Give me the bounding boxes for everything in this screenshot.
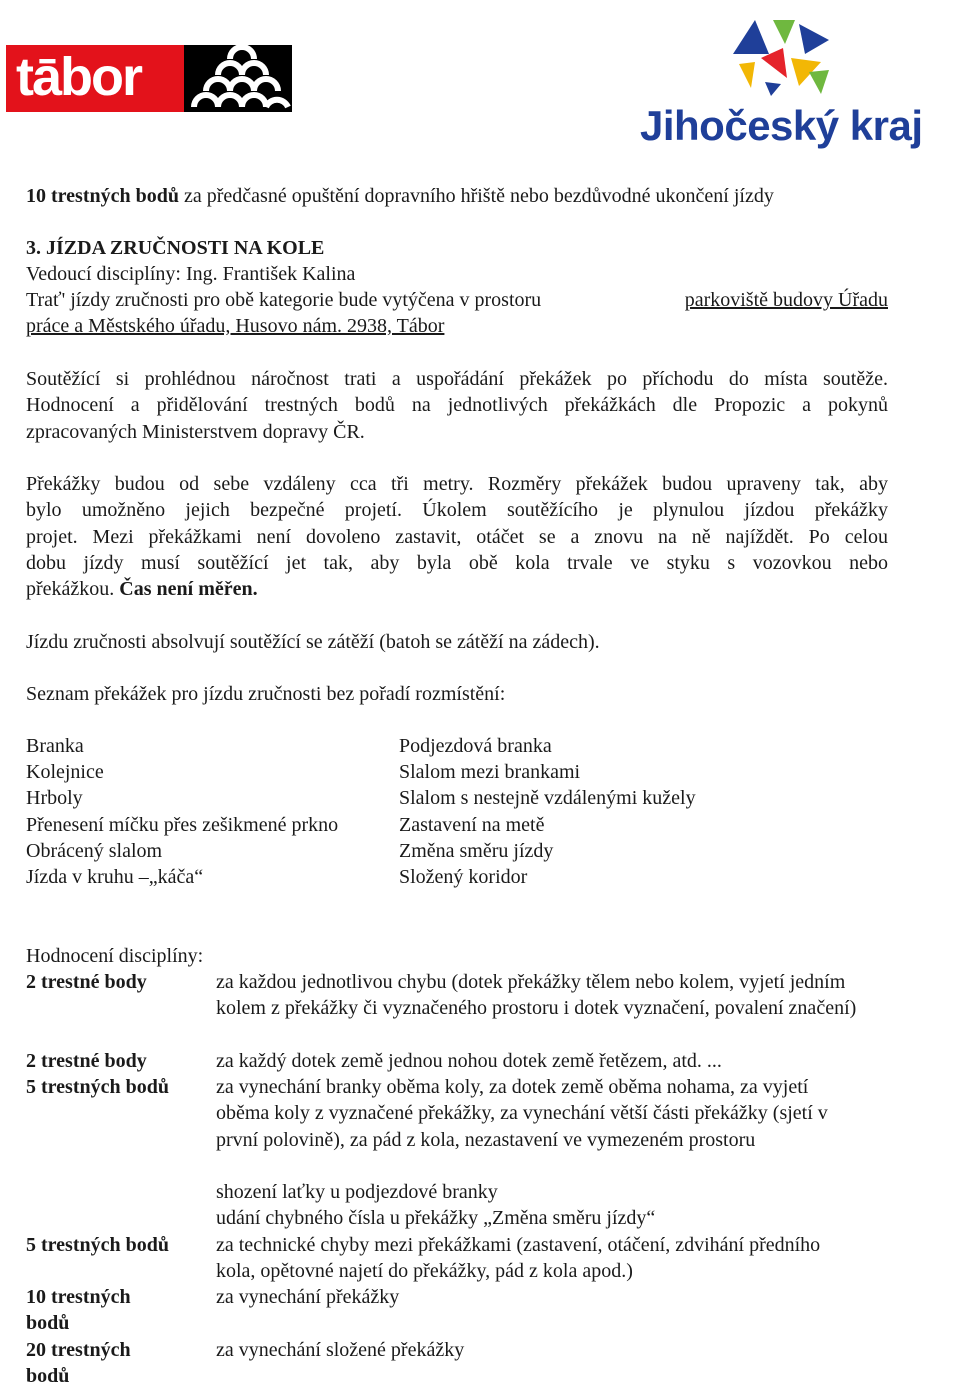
paragraph-obstacles-rules — [26, 471, 888, 602]
track-location-line1 — [26, 287, 888, 313]
intro-penalty: 10 trestných bodů — [26, 185, 179, 207]
paragraph-line: zpracovaných Ministerstvem dopravy ČR. — [26, 420, 365, 443]
penalty-description: shození laťky u podjezdové branky — [216, 1181, 498, 1203]
obstacle-list-intro: Seznam překážek pro jízdu zručnosti bez pořadí rozmístění: — [26, 683, 506, 705]
penalty-description: za technické chyby mezi překážkami (zastavení, otáčení, zdvihání předního kola, opětovné najetí do překážky, pád z kola apod.) — [216, 1234, 821, 1283]
penalty-label: 5 trestných bodů — [26, 1234, 169, 1256]
obstacle-item: Změna směru jízdy — [399, 840, 554, 862]
paragraph-line: dobu jízdy musí soutěžící jet tak, aby byla obě kola trvale ve styku s vozovkou nebo — [26, 551, 888, 574]
penalty-description: za vynechání překážky — [216, 1286, 400, 1308]
penalty-label: 10 trestných bodů — [26, 1286, 131, 1335]
obstacle-item: Zastavení na metě — [399, 814, 545, 836]
paragraph-line-last — [26, 576, 888, 602]
section-title: 3. JÍZDA ZRUČNOSTI NA KOLE — [26, 237, 325, 259]
jihocesky-kraj-logo-text: Jihočeský kraj — [640, 102, 923, 149]
track-location-link-part1[interactable]: parkoviště budovy Úřadu — [684, 289, 888, 311]
penalty-label: 5 trestných bodů — [26, 1076, 169, 1098]
penalty-description: udání chybného čísla u překážky „Změna směru jízdy“ — [216, 1207, 656, 1229]
intro-line — [26, 183, 774, 209]
penalty-label: 2 trestné body — [26, 971, 147, 993]
discipline-leader: Vedoucí disciplíny: Ing. František Kalina — [26, 263, 356, 285]
obstacle-item: Obrácený slalom — [26, 840, 163, 862]
obstacle-item: Branka — [26, 735, 84, 757]
paragraph-inspection — [26, 366, 888, 445]
penalty-label: 2 trestné body — [26, 1050, 147, 1072]
track-location-line2 — [26, 313, 444, 339]
paragraph-line: Hodnocení a přidělování trestných bodů na jednotlivých překážkách dle Propozic a pokynů — [26, 394, 888, 417]
obstacle-item: Přenesení míčku přes zešikmené prkno — [26, 814, 339, 836]
time-not-measured: Čas není měřen. — [119, 578, 258, 601]
penalty-description: za každou jednotlivou chybu (dotek překážky tělem nebo kolem, vyjetí jedním kolem z překážky či vyznačeného prostoru i dotek vyznačení, povalení značení) — [216, 971, 857, 1020]
penalty-description: za vynechání složené překážky — [216, 1339, 465, 1361]
track-location-link-part2[interactable]: práce a Městského úřadu, Husovo nám. 2938, Tábor — [26, 315, 445, 337]
paragraph-load: Jízdu zručnosti absolvují soutěžící se zátěží (batoh se zátěží na zádech). — [26, 631, 600, 653]
paragraph-line: Překážky budou od sebe vzdáleny cca tři metry. Rozměry překážek budou upraveny tak, aby — [26, 473, 888, 495]
penalty-label: 20 trestných bodů — [26, 1339, 131, 1388]
obstacle-item: Podjezdová branka — [399, 735, 552, 757]
obstacle-item: Kolejnice — [26, 761, 104, 783]
scoring-title: Hodnocení disciplíny: — [26, 945, 204, 967]
obstacle-item: Složený koridor — [399, 866, 528, 888]
obstacle-item: Slalom s nestejně vzdálenými kužely — [399, 787, 696, 809]
tabor-logo — [6, 45, 292, 112]
paragraph-line: Soutěžící si prohlédnou náročnost trati a uspořádání překážek po příchodu do místa soutěže. — [26, 368, 888, 390]
jihocesky-kraj-emblem-icon — [725, 14, 835, 96]
intro-text: za předčasné opuštění dopravního hřiště nebo bezdůvodné ukončení jízdy — [179, 185, 774, 207]
hills-icon — [184, 45, 292, 112]
tabor-logo-text: tābor — [16, 47, 141, 107]
penalty-description: za každý dotek země jednou nohou dotek země řetězem, atd. ... — [216, 1050, 722, 1072]
tabor-logo-emblem — [184, 45, 292, 112]
penalty-description: za vynechání branky oběma koly, za dotek země oběma nohama, za vyjetí oběma koly z vyznačené překážky, za vynechání větší části překážky (sjetí v první polovině), za pád z kola, nezastavení ve vymezeném prostoru — [216, 1076, 828, 1151]
obstacle-item: Slalom mezi brankami — [399, 761, 581, 783]
paragraph-line: projet. Mezi překážkami není dovoleno zastavit, otáčet se a znovu na ně najíždět. Po celou — [26, 525, 888, 548]
obstacle-item: Hrboly — [26, 787, 83, 809]
paragraph-line: bylo umožněno jejich bezpečné projetí. Úkolem soutěžícího je plynulou jízdou překážky — [26, 499, 888, 522]
obstacle-item: Jízda v kruhu –„káča“ — [26, 866, 204, 888]
track-location-text: Trať' jízdy zručnosti pro obě kategorie bude vytýčena v prostoru — [26, 289, 542, 311]
paragraph-text: překážkou. — [26, 578, 120, 601]
